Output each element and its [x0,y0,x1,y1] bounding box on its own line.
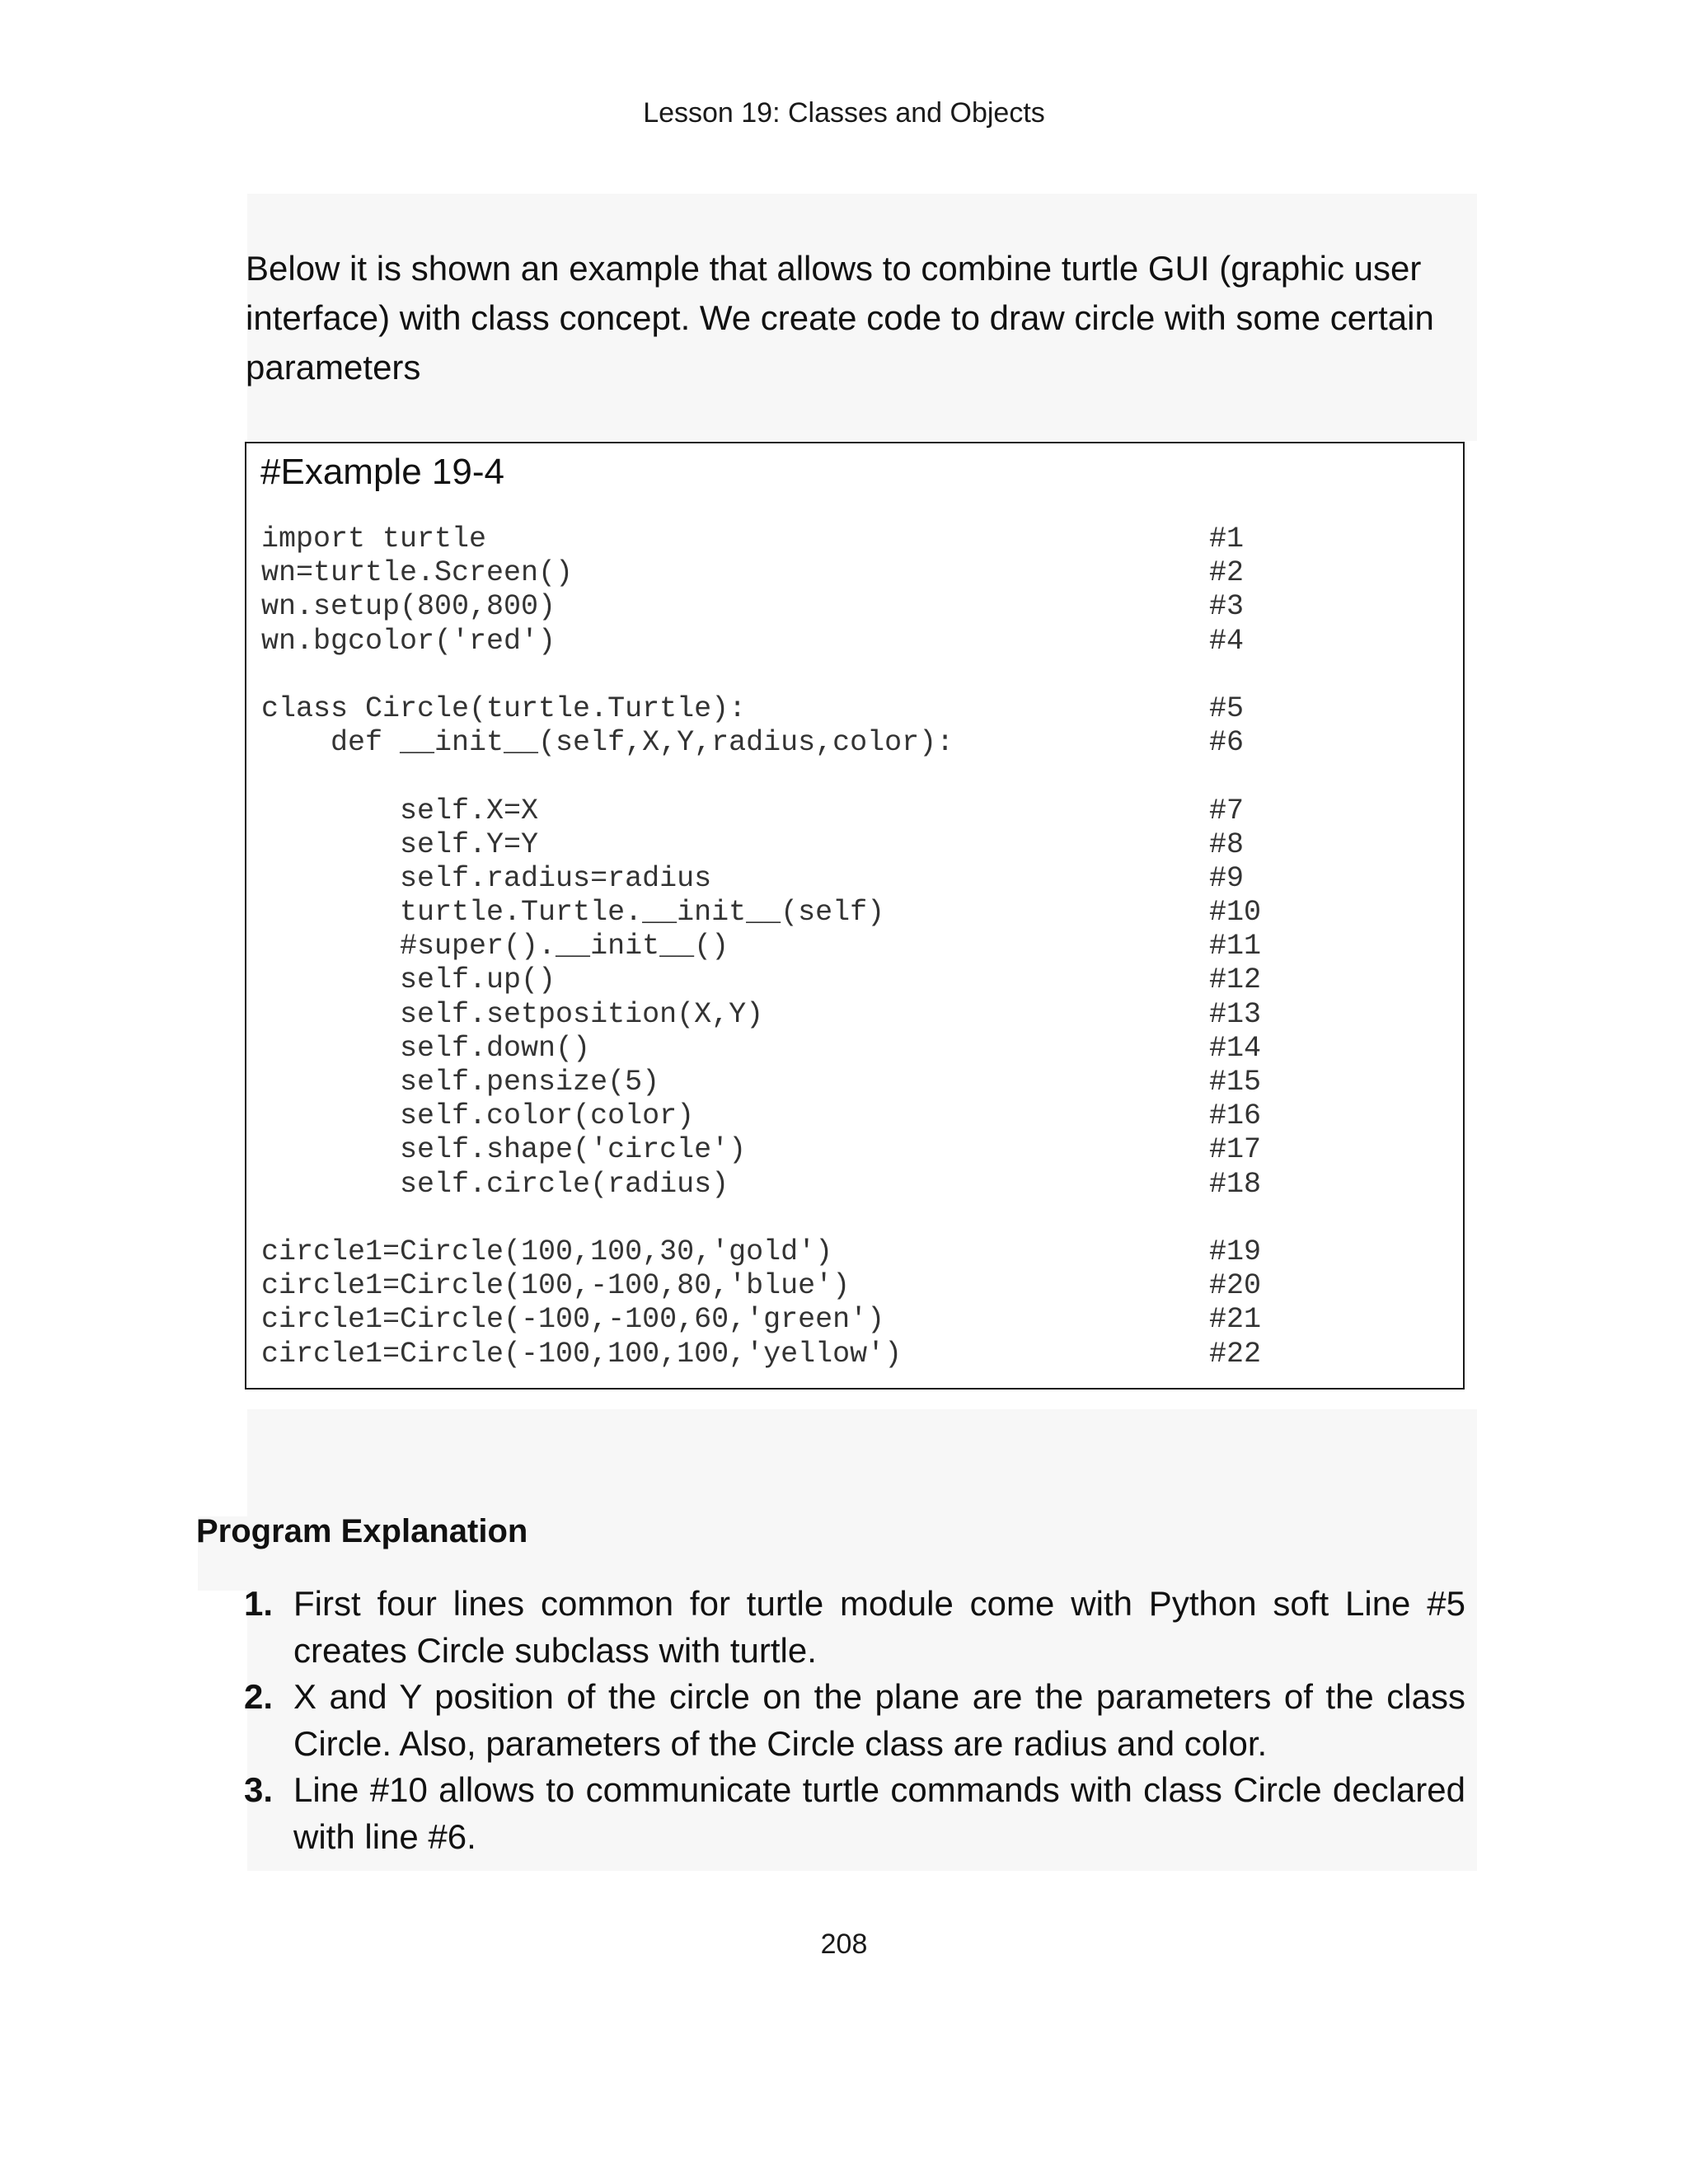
code-text: circle1=Circle(-100,100,100,'yellow') [261,1337,903,1371]
code-line [261,1032,1448,1066]
code-text: self.pensize(5) [261,1066,660,1099]
code-line-number: #1 [1209,523,1245,555]
code-line-number: #6 [1209,726,1245,760]
code-line [261,896,1448,930]
code-text: circle1=Circle(100,-100,80,'blue') [261,1269,851,1303]
code-line-number: #15 [1209,1066,1262,1099]
code-line-number: #7 [1209,794,1245,827]
code-line [261,658,1448,692]
code-line [261,1133,1448,1167]
code-line-number: #12 [1209,963,1262,997]
code-line [261,1338,1448,1371]
code-line-number: #9 [1209,861,1245,895]
code-text: self.color(color) [261,1099,695,1133]
code-text: def __init__(self,X,Y,radius,color): [261,726,954,760]
code-text: circle1=Circle(100,100,30,'gold') [261,1235,833,1268]
code-text: self.X=X [261,794,539,827]
code-line [261,930,1448,963]
code-line-number: #20 [1209,1269,1262,1303]
code-line [261,523,1448,556]
code-text: wn=turtle.Screen() [261,556,574,590]
code-line-number: #4 [1209,624,1245,658]
code-line-number: #17 [1209,1133,1262,1167]
code-line-number: #16 [1209,1099,1262,1133]
code-line [261,1099,1448,1133]
code-text: class Circle(turtle.Turtle): [261,691,747,725]
code-line [261,828,1448,862]
code-lines [261,523,1448,1371]
code-example-box [245,442,1465,1390]
code-text: self.setposition(X,Y) [261,997,764,1031]
code-example-title: #Example 19-4 [260,452,504,492]
code-text: self.down() [261,1031,591,1065]
list-item-text: X and Y position of the circle on the plane are the parameters of the class Circle. Also, parameters of the Circle class are radius and color. [293,1677,1465,1763]
code-line [261,1066,1448,1099]
code-line-number: #2 [1209,556,1245,590]
code-text: wn.bgcolor('red') [261,624,556,658]
code-line [261,862,1448,896]
code-line-number: #10 [1209,896,1262,930]
page-header: Lesson 19: Classes and Objects [643,97,1045,129]
page-number: 208 [820,1929,868,1960]
code-line [261,760,1448,794]
code-text: self.circle(radius) [261,1167,729,1201]
code-line-number: #18 [1209,1167,1262,1201]
code-line-number: #22 [1209,1337,1262,1371]
code-line [261,726,1448,760]
code-line-number: #11 [1209,930,1262,963]
section-title: Program Explanation [196,1513,528,1549]
code-text: self.shape('circle') [261,1133,747,1167]
code-line-number: #3 [1209,590,1245,624]
list-item [244,1767,1465,1860]
code-text: self.radius=radius [261,861,712,895]
list-item [244,1581,1465,1674]
list-item [244,1674,1465,1767]
code-line [261,625,1448,658]
list-item-number: 1. [244,1584,274,1623]
code-line [261,1303,1448,1337]
code-line [261,1269,1448,1303]
code-line [261,590,1448,624]
code-line-number: #8 [1209,827,1245,861]
code-line [261,1168,1448,1202]
code-text: import turtle [261,523,487,555]
code-text: turtle.Turtle.__init__(self) [261,896,885,930]
code-line [261,1202,1448,1235]
code-line [261,1235,1448,1269]
code-text: self.Y=Y [261,827,539,861]
code-text: #super().__init__() [261,930,729,963]
list-item-number: 3. [244,1770,274,1809]
code-line-number: #13 [1209,997,1262,1031]
code-line [261,794,1448,828]
explanation-list [244,1581,1465,1860]
code-line [261,963,1448,997]
code-text: wn.setup(800,800) [261,590,556,624]
list-item-text: First four lines common for turtle module come with Python soft Line #5 creates Circle subclass with turtle. [293,1584,1465,1670]
code-line-number: #19 [1209,1235,1262,1268]
code-line-number: #5 [1209,691,1245,725]
code-text: self.up() [261,963,556,997]
code-line [261,692,1448,726]
code-text: circle1=Circle(-100,-100,60,'green') [261,1303,885,1337]
intro-paragraph: Below it is shown an example that allows to combine turtle GUI (graphic user interface) with class concept. We create code to draw circle with some certain parameters [246,249,1434,387]
code-line-number: #21 [1209,1303,1262,1337]
code-line-number: #14 [1209,1031,1262,1065]
list-item-number: 2. [244,1677,274,1716]
code-line [261,998,1448,1032]
code-line [261,556,1448,590]
list-item-text: Line #10 allows to communicate turtle commands with class Circle declared with line #6. [293,1770,1465,1856]
code-gap-background [247,1409,1477,1516]
